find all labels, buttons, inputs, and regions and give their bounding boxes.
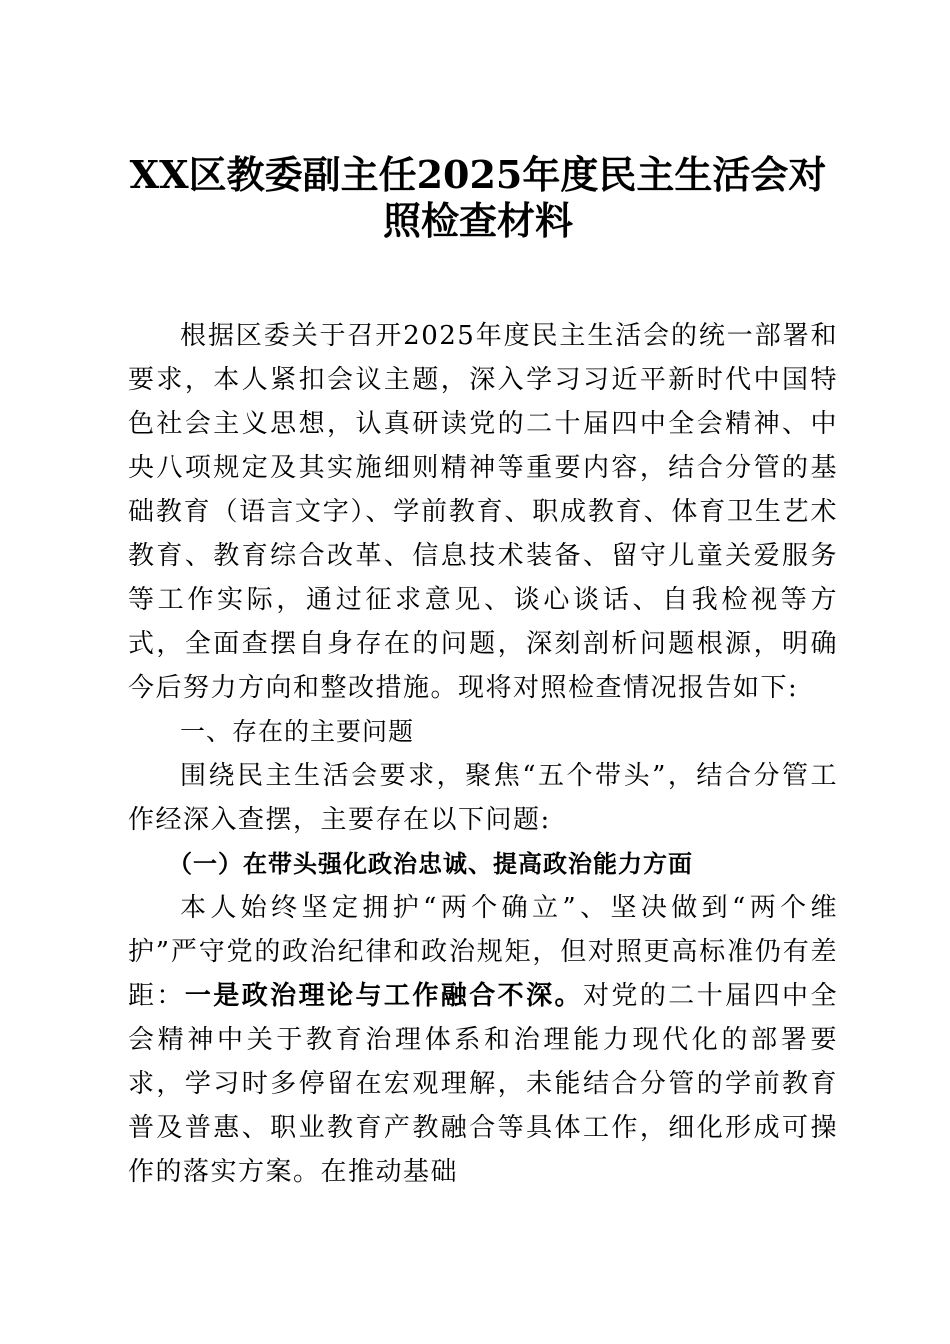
- point-one-label: 一是政治理论与工作融合不深。: [184, 981, 583, 1011]
- section-heading-problems: 一、存在的主要问题: [180, 717, 415, 746]
- document-body: [128, 314, 838, 1194]
- document-title: XX区教委副主任2025年度民主生活会对照检查材料: [129, 152, 827, 243]
- subsection-paragraph: [128, 886, 838, 1194]
- subsection-heading-political-loyalty: （一）在带头强化政治忠诚、提高政治能力方面: [168, 850, 693, 878]
- intro-paragraph: 根据区委关于召开2025年度民主生活会的统一部署和要求，本人紧扣会议主题，深入学习习近平新时代中国特色社会主义思想，认真研读党的二十届四中全会精神、中央八项规定及其实施细则精神等重要内容，结合分管的基础教育（语言文字）、学前教育、职成教育、体育卫生艺术教育、教育综合改革、信息技术装备、留守儿童关爱服务等工作实际，通过征求意见、谈心谈话、自我检视等方式，全面查摆自身存在的问题，深刻剖析问题根源，明确今后努力方向和整改措施。现将对照检查情况报告如下:: [128, 321, 838, 703]
- section-intro-paragraph: 围绕民主生活会要求，聚焦“五个带头”，结合分管工作经深入查摆，主要存在以下问题:: [128, 761, 838, 835]
- point-one-text: 对党的二十届四中全会精神中关于教育治理体系和治理能力现代化的部署要求，学习时多停留在宏观理解，未能结合分管的学前教育普及普惠、职业教育产教融合等具体工作，细化形成可操作的落实方案。在推动基础: [128, 981, 838, 1187]
- subsection-paragraph-lead: 本人始终坚定拥护“两个确立”、坚决做到“两个维护”严守党的政治纪律和政治规矩，但对照更高标准仍有差距：: [128, 893, 838, 1011]
